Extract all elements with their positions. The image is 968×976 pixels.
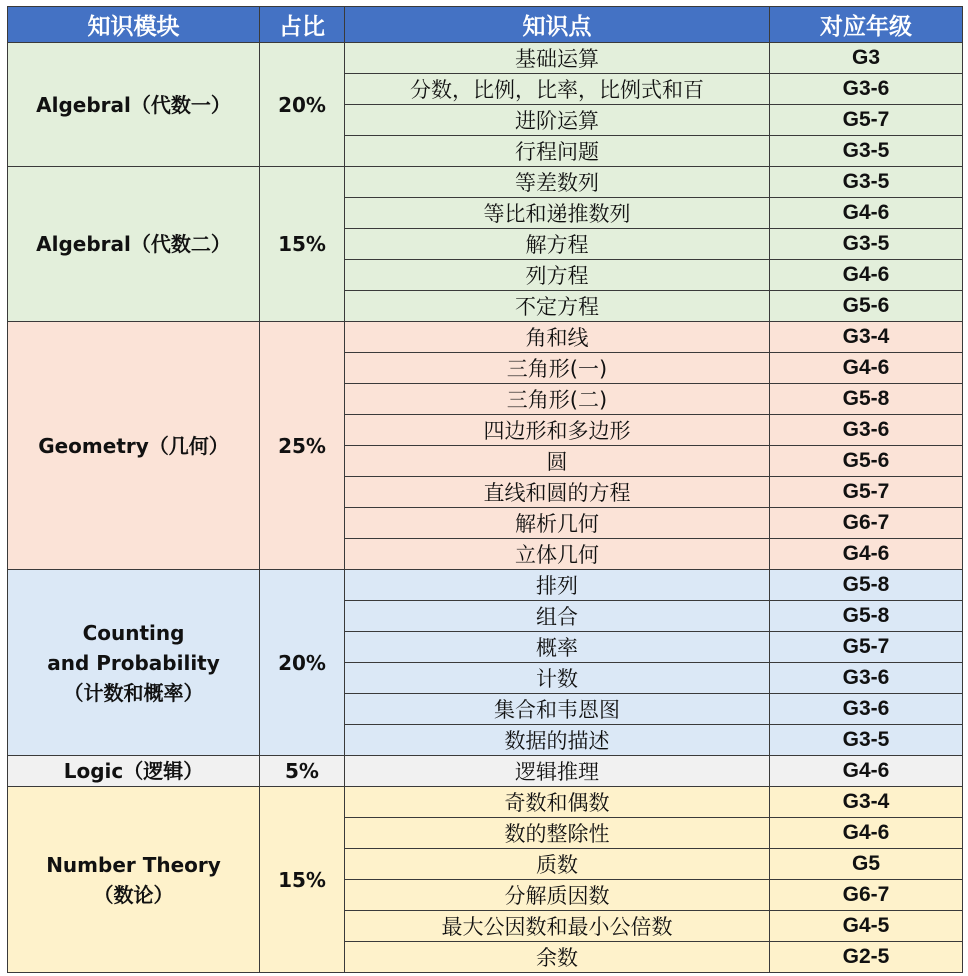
module-name-line: and Probability	[47, 650, 220, 675]
table-row	[8, 756, 963, 787]
grade-cell: G5-8	[770, 601, 963, 632]
grade-cell: G5-7	[770, 477, 963, 508]
grade-cell: G5-8	[770, 384, 963, 415]
grade-cell: G3-4	[770, 322, 963, 353]
module-name-line: Algebral（代数一）	[36, 92, 231, 117]
topic-cell: 分解质因数	[345, 880, 770, 911]
grade-cell: G5-7	[770, 632, 963, 663]
grade-cell: G4-6	[770, 539, 963, 570]
topic-cell: 四边形和多边形	[345, 415, 770, 446]
curriculum-table	[7, 6, 963, 973]
topic-cell: 进阶运算	[345, 105, 770, 136]
grade-cell: G5-6	[770, 291, 963, 322]
module-name-cell	[8, 570, 260, 756]
topic-cell: 等差数列	[345, 167, 770, 198]
module-share-cell: 15%	[260, 787, 345, 973]
topic-cell: 解方程	[345, 229, 770, 260]
module-name-line: Algebral（代数二）	[36, 232, 231, 256]
topic-cell: 圆	[345, 446, 770, 477]
grade-cell: G6-7	[770, 880, 963, 911]
module-name-line: Logic（逻辑）	[63, 759, 204, 783]
module-name-cell	[8, 756, 260, 787]
grade-cell: G3-5	[770, 229, 963, 260]
topic-cell: 质数	[345, 849, 770, 880]
grade-cell: G5-7	[770, 105, 963, 136]
module-share-cell: 5%	[260, 756, 345, 787]
header-module: 知识模块	[8, 7, 260, 43]
topic-cell: 基础运算	[345, 43, 770, 74]
module-name-line: （数论）	[93, 882, 174, 907]
module-share-cell: 20%	[260, 570, 345, 756]
grade-cell: G4-6	[770, 818, 963, 849]
table-row	[8, 570, 963, 601]
grade-cell: G5	[770, 849, 963, 880]
topic-cell: 解析几何	[345, 508, 770, 539]
topic-cell: 立体几何	[345, 539, 770, 570]
header-share: 占比	[260, 7, 345, 43]
topic-cell: 奇数和偶数	[345, 787, 770, 818]
grade-cell: G4-6	[770, 353, 963, 384]
header-row	[8, 7, 963, 43]
topic-cell: 三角形(二)	[345, 384, 770, 415]
module-name-line: （计数和概率）	[63, 680, 204, 705]
header-topic: 知识点	[345, 7, 770, 43]
module-share-cell: 20%	[260, 43, 345, 167]
module-share-cell: 15%	[260, 167, 345, 322]
topic-cell: 分数，比例，比率，比例式和百	[345, 74, 770, 105]
topic-cell: 不定方程	[345, 291, 770, 322]
topic-cell: 组合	[345, 601, 770, 632]
grade-cell: G3-6	[770, 415, 963, 446]
topic-cell: 数据的描述	[345, 725, 770, 756]
topic-cell: 数的整除性	[345, 818, 770, 849]
table-row	[8, 43, 963, 74]
topic-cell: 余数	[345, 942, 770, 973]
grade-cell: G3-6	[770, 74, 963, 105]
module-name-cell	[8, 787, 260, 973]
topic-cell: 排列	[345, 570, 770, 601]
grade-cell: G4-6	[770, 198, 963, 229]
grade-cell: G3-5	[770, 725, 963, 756]
topic-cell: 列方程	[345, 260, 770, 291]
topic-cell: 概率	[345, 632, 770, 663]
topic-cell: 三角形(一)	[345, 353, 770, 384]
topic-cell: 行程问题	[345, 136, 770, 167]
module-name-cell	[8, 43, 260, 167]
topic-cell: 等比和递推数列	[345, 198, 770, 229]
grade-cell: G5-6	[770, 446, 963, 477]
module-name-cell	[8, 322, 260, 570]
grade-cell: G3	[770, 43, 963, 74]
grade-cell: G2-5	[770, 942, 963, 973]
grade-cell: G3-5	[770, 167, 963, 198]
topic-cell: 直线和圆的方程	[345, 477, 770, 508]
table-row	[8, 167, 963, 198]
topic-cell: 集合和韦恩图	[345, 694, 770, 725]
table-row	[8, 322, 963, 353]
grade-cell: G4-6	[770, 260, 963, 291]
topic-cell: 角和线	[345, 322, 770, 353]
module-name-line: Geometry（几何）	[38, 433, 229, 458]
module-name-line: Number Theory	[46, 852, 221, 877]
grade-cell: G3-6	[770, 694, 963, 725]
topic-cell: 最大公因数和最小公倍数	[345, 911, 770, 942]
module-name-line: Counting	[82, 620, 185, 645]
grade-cell: G4-6	[770, 756, 963, 787]
grade-cell: G5-8	[770, 570, 963, 601]
module-name-cell	[8, 167, 260, 322]
module-share-cell: 25%	[260, 322, 345, 570]
table-row	[8, 787, 963, 818]
grade-cell: G4-5	[770, 911, 963, 942]
header-grade: 对应年级	[770, 7, 963, 43]
grade-cell: G6-7	[770, 508, 963, 539]
grade-cell: G3-5	[770, 136, 963, 167]
topic-cell: 计数	[345, 663, 770, 694]
topic-cell: 逻辑推理	[345, 756, 770, 787]
table-body	[8, 43, 963, 973]
grade-cell: G3-4	[770, 787, 963, 818]
grade-cell: G3-6	[770, 663, 963, 694]
